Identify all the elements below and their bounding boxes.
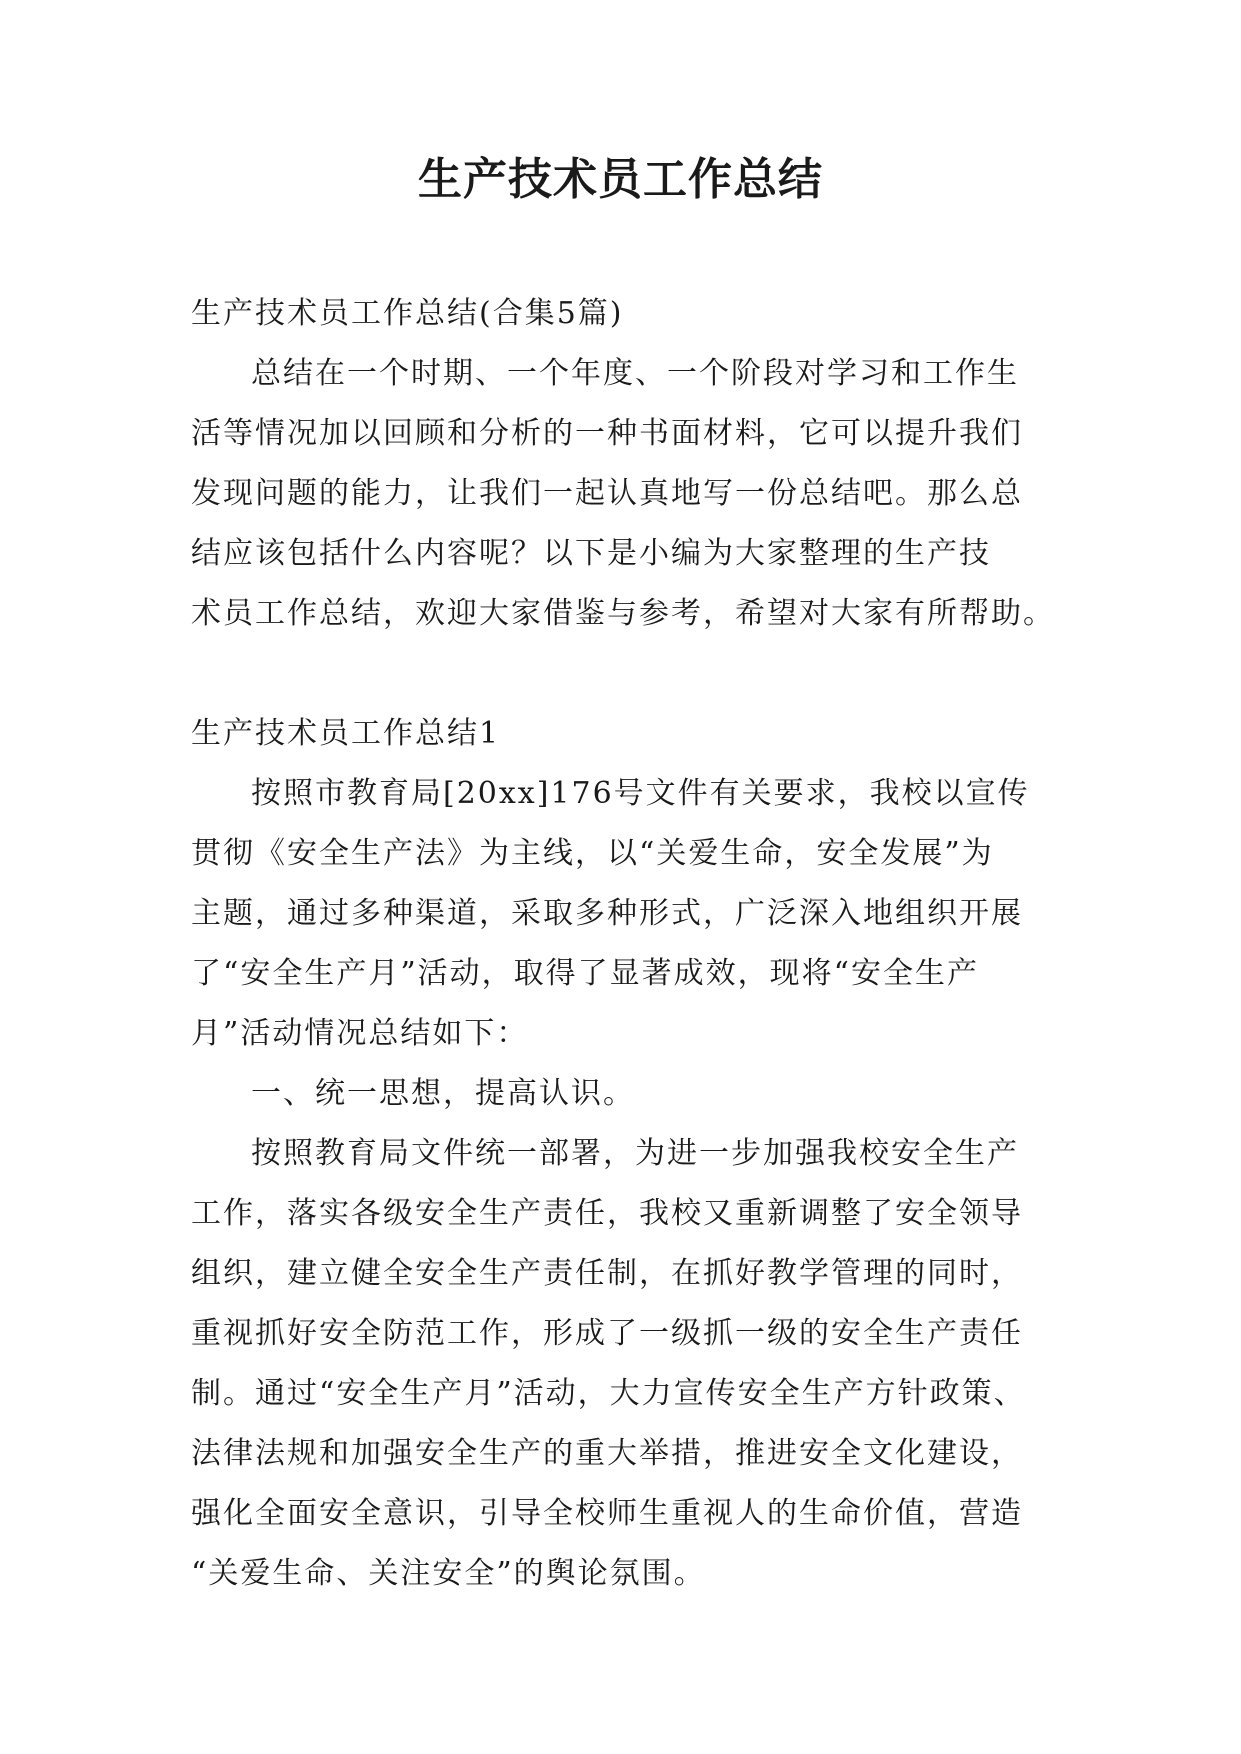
section1-point-heading: 一、统一思想，提高认识。 [251, 1076, 635, 1111]
page-title: 生产技术员工作总结 [418, 154, 823, 205]
section1-para1-line: 按照市教育局[20xx]176号文件有关要求，我校以宣传 [251, 776, 1030, 811]
intro-line: 总结在一个时期、一个年度、一个阶段对学习和工作生 [251, 356, 1019, 391]
paragraph-gap [191, 644, 1061, 704]
section1-para2-line: “关爱生命、关注安全”的舆论氛围。 [191, 1556, 706, 1591]
document-subtitle: 生产技术员工作总结(合集5篇) [191, 296, 624, 331]
section1-para2-line: 重视抓好安全防范工作，形成了一级抓一级的安全生产责任 [191, 1316, 1023, 1351]
section1-para1-line: 主题，通过多种渠道，采取多种形式，广泛深入地组织开展 [191, 896, 1023, 931]
section1-para2-line: 法律法规和加强安全生产的重大举措，推进安全文化建设， [191, 1436, 1023, 1471]
section1-para2-line: 按照教育局文件统一部署，为进一步加强我校安全生产 [251, 1136, 1019, 1171]
section1-para2-line: 强化全面安全意识，引导全校师生重视人的生命价值，营造 [191, 1496, 1023, 1531]
intro-line: 活等情况加以回顾和分析的一种书面材料，它可以提升我们 [191, 416, 1023, 451]
intro-line: 结应该包括什么内容呢？以下是小编为大家整理的生产技 [191, 536, 991, 571]
intro-line: 术员工作总结，欢迎大家借鉴与参考，希望对大家有所帮助。 [191, 596, 1055, 631]
section1-para2-line: 工作，落实各级安全生产责任，我校又重新调整了安全领导 [191, 1196, 1023, 1231]
intro-line: 发现问题的能力，让我们一起认真地写一份总结吧。那么总 [191, 476, 1023, 511]
section1-para2-line: 组织，建立健全安全生产责任制，在抓好教学管理的同时， [191, 1256, 1023, 1291]
section1-para2-line: 制。通过“安全生产月”活动，大力宣传安全生产方针政策、 [191, 1376, 1026, 1411]
section1-para1-line: 了“安全生产月”活动，取得了显著成效，现将“安全生产 [191, 956, 980, 991]
section1-para1-line: 月”活动情况总结如下： [191, 1016, 529, 1051]
section1-para1-line: 贯彻《安全生产法》为主线，以“关爱生命，安全发展”为 [191, 836, 994, 871]
section-heading: 生产技术员工作总结1 [191, 716, 501, 751]
document-body [191, 284, 1061, 1604]
